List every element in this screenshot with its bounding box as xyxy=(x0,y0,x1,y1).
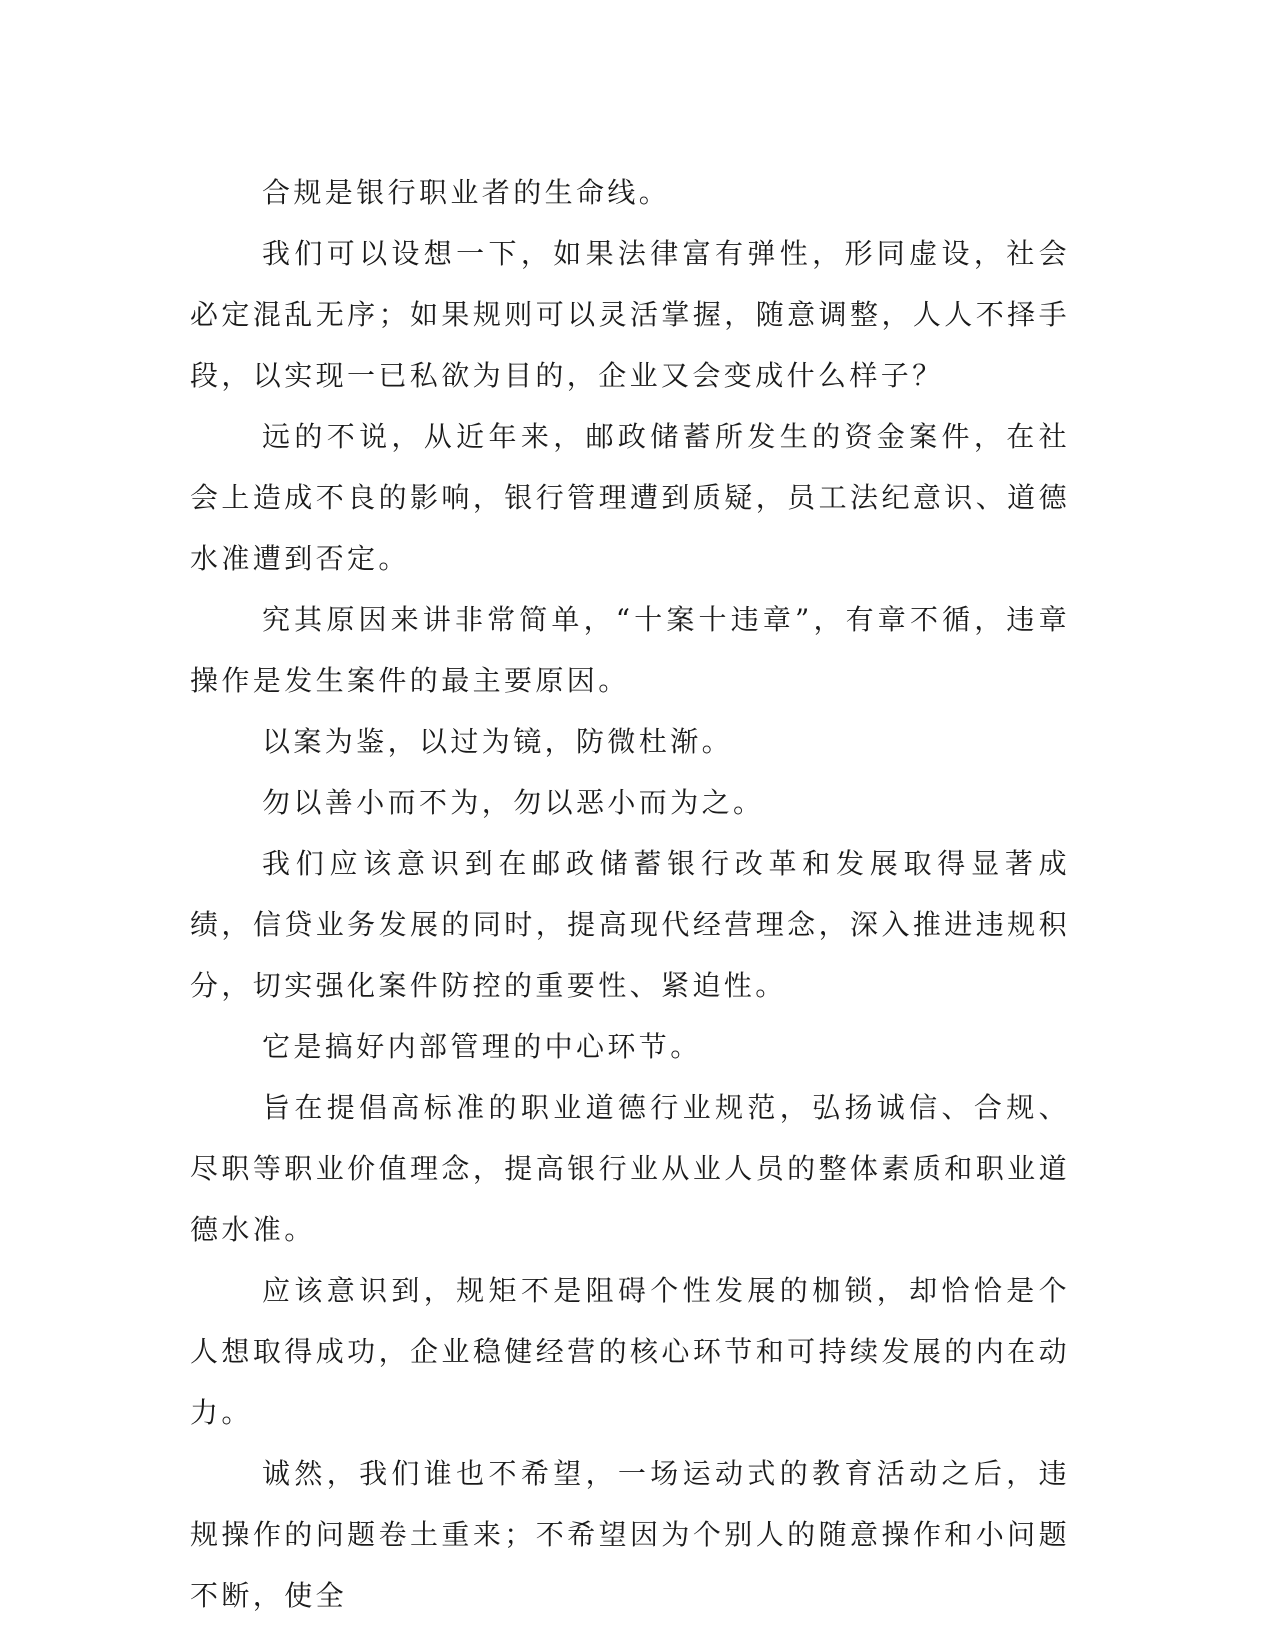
paragraph: 合规是银行职业者的生命线。 xyxy=(262,176,671,209)
paragraph: 旨在提倡高标准的职业道德行业规范，弘扬诚信、合规、尽职等职业价值理念，提高银行业从业人员的整体素质和职业道德水准。 xyxy=(190,1091,1070,1246)
paragraph: 以案为鉴，以过为镜，防微杜渐。 xyxy=(262,725,734,758)
paragraph: 应该意识到，规矩不是阻碍个性发展的枷锁，却恰恰是个人想取得成功，企业稳健经营的核心环节和可持续发展的内在动力。 xyxy=(190,1274,1070,1429)
paragraph: 诚然，我们谁也不希望，一场运动式的教育活动之后，违规操作的问题卷土重来；不希望因为个别人的随意操作和小问题不断，使全 xyxy=(190,1457,1070,1612)
paragraph: 勿以善小而不为，勿以恶小而为之。 xyxy=(262,786,765,819)
paragraph: 我们应该意识到在邮政储蓄银行改革和发展取得显著成绩，信贷业务发展的同时，提高现代经营理念，深入推进违规积分，切实强化案件防控的重要性、紧迫性。 xyxy=(190,847,1070,1002)
paragraph: 我们可以设想一下，如果法律富有弹性，形同虚设，社会必定混乱无序；如果规则可以灵活掌握，随意调整，人人不择手段，以实现一已私欲为目的，企业又会变成什么样子？ xyxy=(190,237,1070,392)
paragraph: 远的不说，从近年来，邮政储蓄所发生的资金案件，在社会上造成不良的影响，银行管理遭到质疑，员工法纪意识、道德水准遭到否定。 xyxy=(190,420,1070,575)
paragraph: 它是搞好内部管理的中心环节。 xyxy=(262,1030,702,1063)
body-text xyxy=(190,162,1070,1626)
paragraph: 究其原因来讲非常简单，“十案十违章”，有章不循，违章操作是发生案件的最主要原因。 xyxy=(190,603,1070,697)
